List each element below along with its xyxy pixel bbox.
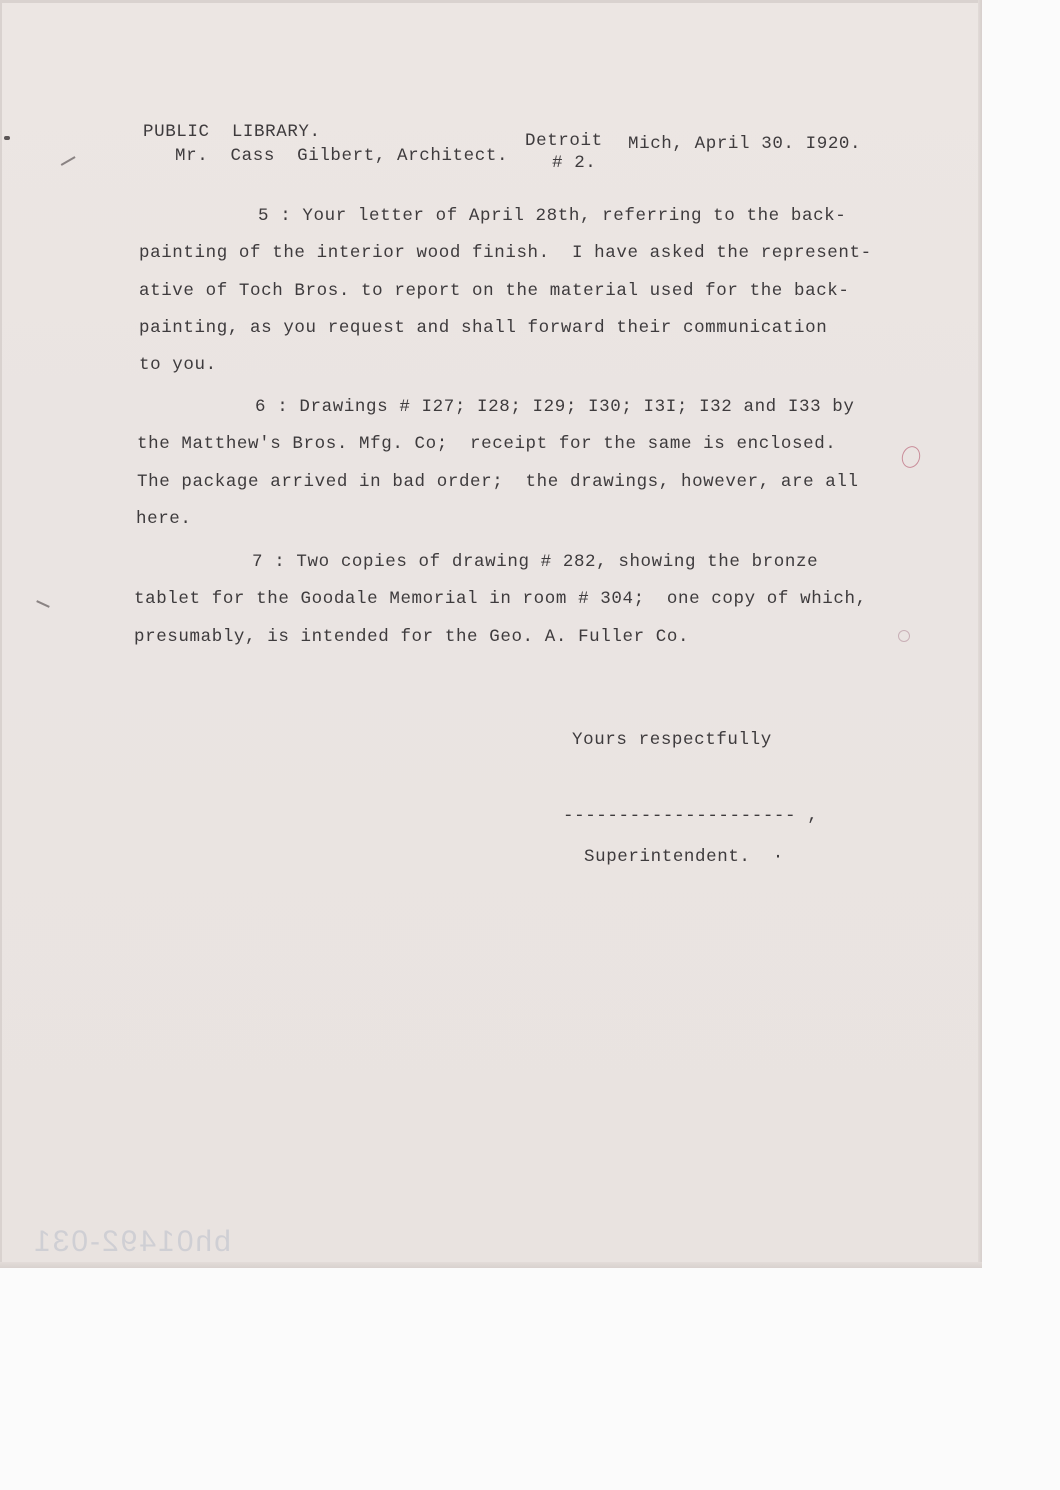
paragraph-line: the Matthew's Bros. Mfg. Co; receipt for the same is enclosed. bbox=[137, 434, 837, 454]
binding-mark bbox=[4, 136, 10, 140]
paragraph-line: 5 : Your letter of April 28th, referring to the back- bbox=[258, 206, 847, 226]
paragraph-line: to you. bbox=[139, 355, 217, 375]
page-number: # 2. bbox=[552, 153, 597, 173]
paragraph-line: here. bbox=[136, 509, 192, 529]
paragraph-line: painting, as you request and shall forward their communication bbox=[139, 318, 828, 338]
paragraph-line: The package arrived in bad order; the drawings, however, are all bbox=[137, 472, 859, 492]
letter-date: Mich, April 30. I920. bbox=[628, 134, 862, 154]
paragraph-line: tablet for the Goodale Memorial in room # 304; one copy of which, bbox=[134, 589, 867, 609]
paragraph-line: 6 : Drawings # I27; I28; I29; I30; I3I; I32 and I33 by bbox=[255, 397, 855, 417]
paragraph-line: ative of Toch Bros. to report on the material used for the back- bbox=[139, 281, 850, 301]
binding-mark bbox=[61, 156, 76, 165]
paragraph-line: presumably, is intended for the Geo. A. Fuller Co. bbox=[134, 627, 690, 647]
closing-salutation: Yours respectfully bbox=[572, 730, 772, 750]
paper-edge bbox=[978, 0, 982, 1268]
letterhead-org: PUBLIC LIBRARY. bbox=[143, 122, 321, 142]
paragraph-line: painting of the interior wood finish. I have asked the represent- bbox=[139, 243, 872, 263]
signer-title: Superintendent. · bbox=[584, 847, 784, 867]
paper-edge bbox=[0, 1262, 982, 1268]
pencil-mark bbox=[898, 630, 910, 642]
recipient: Mr. Cass Gilbert, Architect. bbox=[175, 146, 509, 166]
binding-mark bbox=[36, 600, 50, 608]
archive-stamp: bh01492-031 bbox=[32, 1225, 231, 1258]
pencil-circle-mark bbox=[899, 444, 923, 470]
letter-city: Detroit bbox=[525, 131, 603, 151]
signature-line: --------------------- , bbox=[563, 806, 819, 826]
paragraph-line: 7 : Two copies of drawing # 282, showing the bronze bbox=[252, 552, 819, 572]
